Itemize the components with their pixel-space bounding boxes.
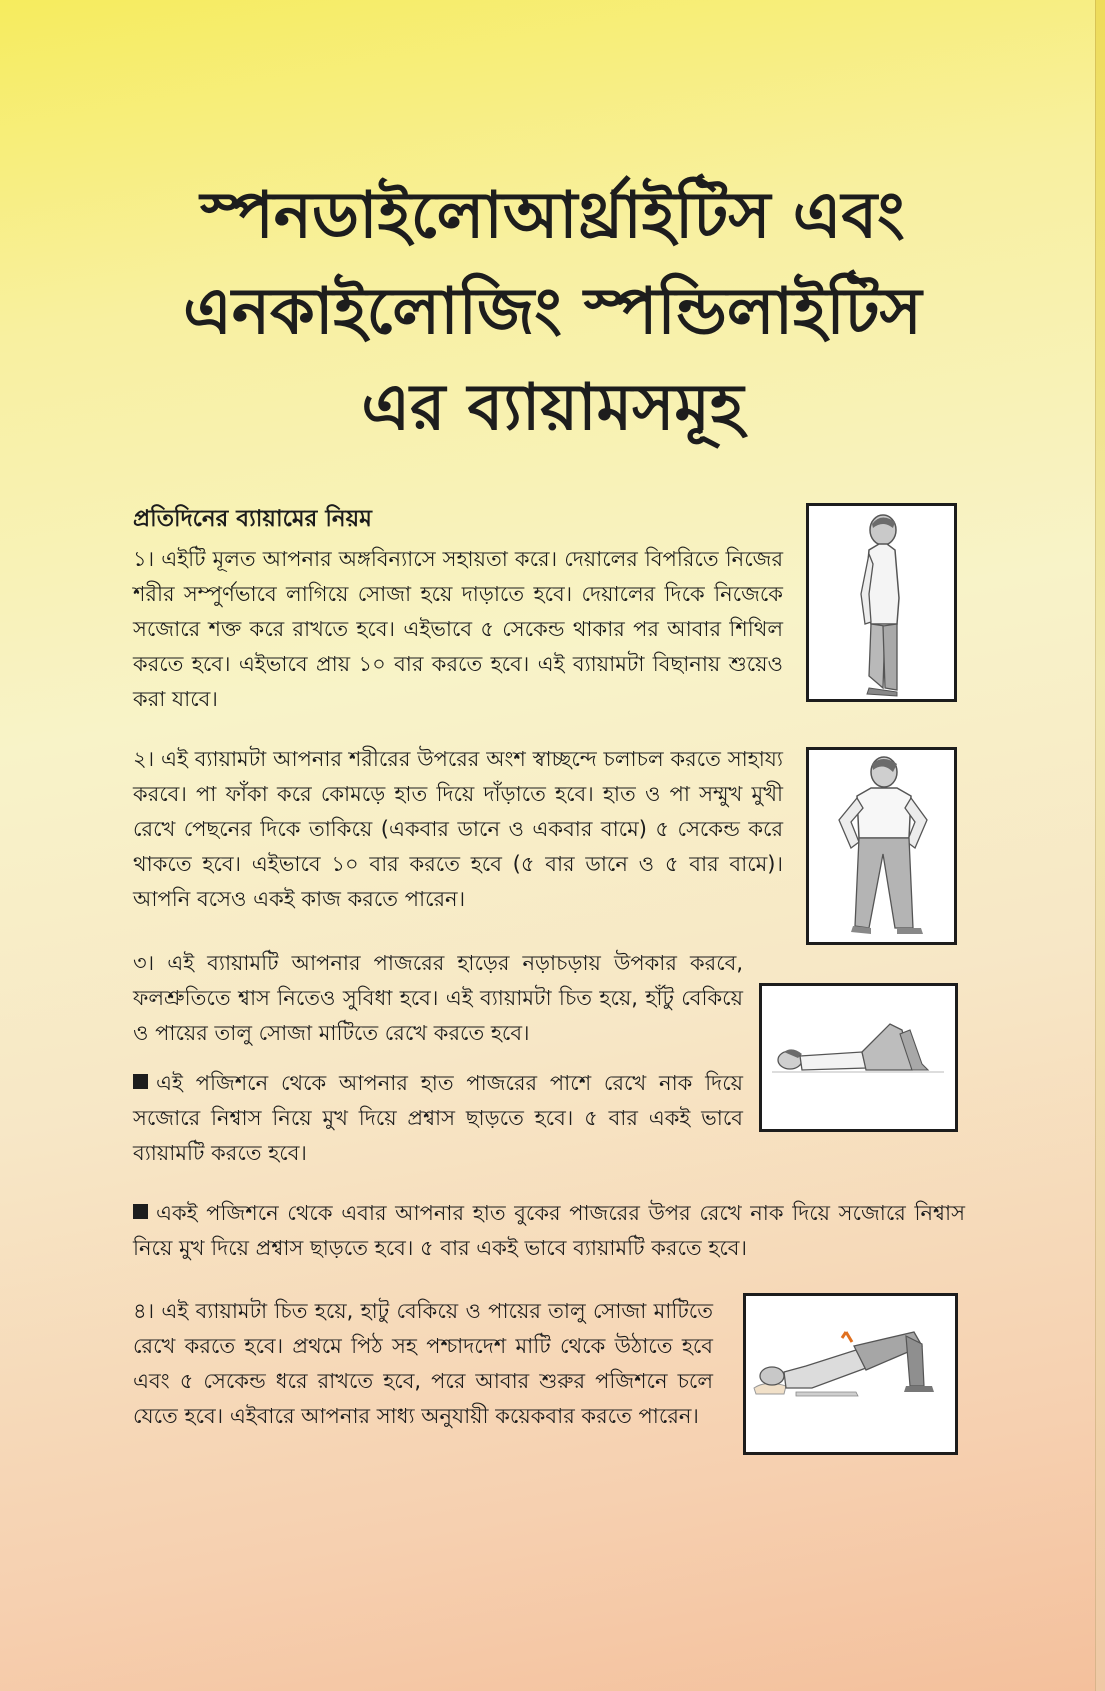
daily-rules-heading: প্রতিদিনের ব্যায়ামের নিয়ম [133, 506, 372, 532]
twisting-person-illustration [809, 750, 954, 942]
title-line-1: স্পনডাইলোআর্থ্রাইটিস এবং [200, 179, 905, 253]
exercise-3-bullet-a-text: এই পজিশনে থেকে আপনার হাত পাজরের পাশে রেখে নাক দিয়ে সজোরে নিশ্বাস নিয়ে মুখ দিয়ে প্রশ্বাস ছাড়তে হবে। ৫ বার একই ভাবে ব্যায়ামটি করতে হবে। [133, 1071, 743, 1165]
exercise-2-text: ২। এই ব্যায়ামটা আপনার শরীরের উপরের অংশ স্বাচ্ছন্দে চলাচল করতে সাহায্য করবে। পা ফাঁকা করে কোমড়ে হাত দিয়ে দাঁড়াতে হবে। হাত ও পা সম্মুখ মুখী রেখে পেছনের দিকে তাকিয়ে (একবার ডানে ও একবার বামে) ৫ সেকেন্ড করে থাকতে হবে। এইভাবে ১০ বার করতে হবে (৫ বার ডানে ও ৫ বার বামে)। আপনি বসেও একই কাজ করতে পারেন। [133, 747, 783, 911]
black-square-icon [133, 1074, 148, 1089]
standing-posture-figure [806, 503, 957, 702]
up-arrow-icon [842, 1332, 852, 1342]
page-title [0, 168, 1105, 456]
exercise-3-bullet-a [133, 1066, 743, 1171]
lying-person-illustration [762, 986, 955, 1129]
exercise-1-text: ১। এইটি মূলত আপনার অঙ্গবিন্যাসে সহায়তা করে। দেয়ালের বিপরিতে নিজের শরীর সম্পুর্ণভাবে লাগিয়ে সোজা হয়ে দাড়াতে হবে। দেয়ালের দিকে নিজেকে সজোরে শক্ত করে রাখতে হবে। এইভাবে ৫ সেকেন্ড থাকার পর আবার শিথিল করতে হবে। এইভাবে প্রায় ১০ বার করতে হবে। এই ব্যায়ামটা বিছানায় শুয়েও করা যাবে। [133, 547, 783, 711]
exercise-3-bullet-b-text: একই পজিশনে থেকে এবার আপনার হাত বুকের পাজরের উপর রেখে নাক দিয়ে সজোরে নিশ্বাস নিয়ে মুখ দিয়ে প্রশ্বাস ছাড়তে হবে। ৫ বার একই ভাবে ব্যায়ামটি করতে হবে। [133, 1201, 965, 1260]
pelvic-lift-figure [743, 1293, 958, 1455]
standing-person-illustration [809, 506, 954, 699]
lying-knees-bent-figure [759, 983, 958, 1132]
hands-on-hips-figure [806, 747, 957, 945]
title-line-3: এর ব্যায়ামসমূহ [361, 371, 744, 445]
bridge-pose-illustration [746, 1296, 955, 1452]
title-line-2: এনকাইলোজিং স্পন্ডিলাইটিস [183, 275, 922, 349]
exercise-4-text: ৪। এই ব্যায়ামটা চিত হয়ে, হাটু বেকিয়ে ও পায়ের তালু সোজা মাটিতে রেখে করতে হবে। প্রথমে পিঠ সহ পশ্চাদদেশ মাটি থেকে উঠাতে হবে এবং ৫ সেকেন্ড ধরে রাখতে হবে, পরে আবার শুরুর পজিশনে চলে যেতে হবে। এইবারে আপনার সাধ্য অনুযায়ী কয়েকবার করতে পারেন। [133, 1299, 713, 1428]
exercise-3-text: ৩। এই ব্যায়ামটি আপনার পাজরের হাড়ের নড়াচড়ায় উপকার করবে, ফলশ্রুতিতে শ্বাস নিতেও সুবিধা হবে। এই ব্যায়ামটা চিত হয়ে, হাঁটু বেকিয়ে ও পায়ের তালু সোজা মাটিতে রেখে করতে হবে। [133, 951, 743, 1045]
exercise-3-bullet-b [133, 1196, 965, 1266]
black-square-icon [133, 1204, 148, 1219]
